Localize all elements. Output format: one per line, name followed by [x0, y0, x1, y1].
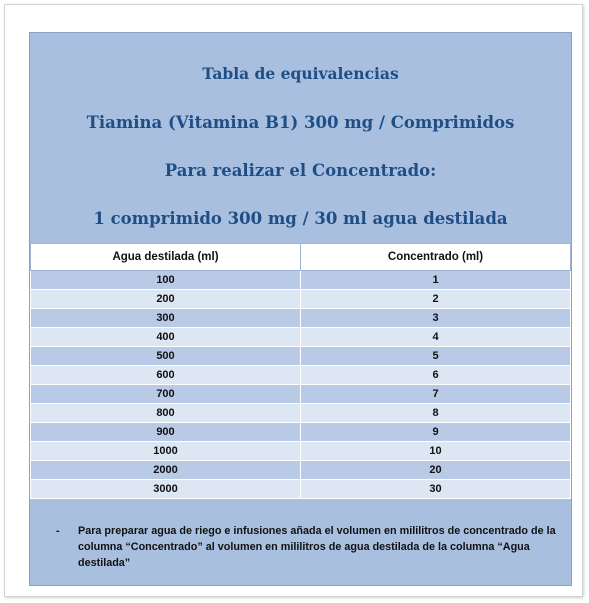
table-row — [31, 423, 571, 442]
concentrate-cell: 4 — [301, 328, 571, 347]
water-cell: 700 — [31, 385, 301, 404]
product-name: Tiamina (Vitamina B1) 300 mg / Comprimidos — [86, 113, 515, 132]
concentrate-cell: 8 — [301, 404, 571, 423]
column-header-concentrate: Concentrado (ml) — [301, 244, 571, 271]
water-cell: 200 — [31, 290, 301, 309]
note-text: Para preparar agua de riego e infusiones añada el volumen en mililitros de concentrado de la columna “Concentrado” al volumen en mililitros de agua destilada de la columna “Agua destilada” — [78, 525, 556, 569]
concentrate-cell: 1 — [301, 271, 571, 290]
equivalence-document — [29, 32, 572, 586]
concentrate-cell: 10 — [301, 442, 571, 461]
table-row — [31, 442, 571, 461]
table-row — [31, 461, 571, 480]
document-header — [30, 33, 571, 243]
concentrate-cell: 5 — [301, 347, 571, 366]
table-row — [31, 271, 571, 290]
column-header-water: Agua destilada (ml) — [31, 244, 301, 271]
water-cell: 600 — [31, 366, 301, 385]
concentrate-cell: 2 — [301, 290, 571, 309]
concentrate-cell: 3 — [301, 309, 571, 328]
table-header-row — [31, 244, 571, 271]
concentrate-ratio: 1 comprimido 300 mg / 30 ml agua destilada — [93, 209, 508, 228]
table-row — [31, 385, 571, 404]
table-row — [31, 480, 571, 499]
image-frame — [4, 4, 583, 597]
table-row — [31, 404, 571, 423]
table-row — [31, 309, 571, 328]
usage-note — [30, 507, 571, 585]
document-title: Tabla de equivalencias — [202, 64, 399, 83]
equivalence-table — [30, 243, 571, 499]
concentrate-cell: 30 — [301, 480, 571, 499]
table-row — [31, 347, 571, 366]
concentrate-cell: 7 — [301, 385, 571, 404]
table-row — [31, 328, 571, 347]
water-cell: 300 — [31, 309, 301, 328]
concentrate-cell: 20 — [301, 461, 571, 480]
table-row — [31, 366, 571, 385]
concentrate-cell: 9 — [301, 423, 571, 442]
water-cell: 900 — [31, 423, 301, 442]
water-cell: 2000 — [31, 461, 301, 480]
water-cell: 500 — [31, 347, 301, 366]
water-cell: 3000 — [31, 480, 301, 499]
water-cell: 800 — [31, 404, 301, 423]
table-row — [31, 290, 571, 309]
concentrate-instruction: Para realizar el Concentrado: — [164, 161, 437, 180]
note-bullet: - — [56, 525, 60, 537]
water-cell: 1000 — [31, 442, 301, 461]
water-cell: 400 — [31, 328, 301, 347]
water-cell: 100 — [31, 271, 301, 290]
concentrate-cell: 6 — [301, 366, 571, 385]
